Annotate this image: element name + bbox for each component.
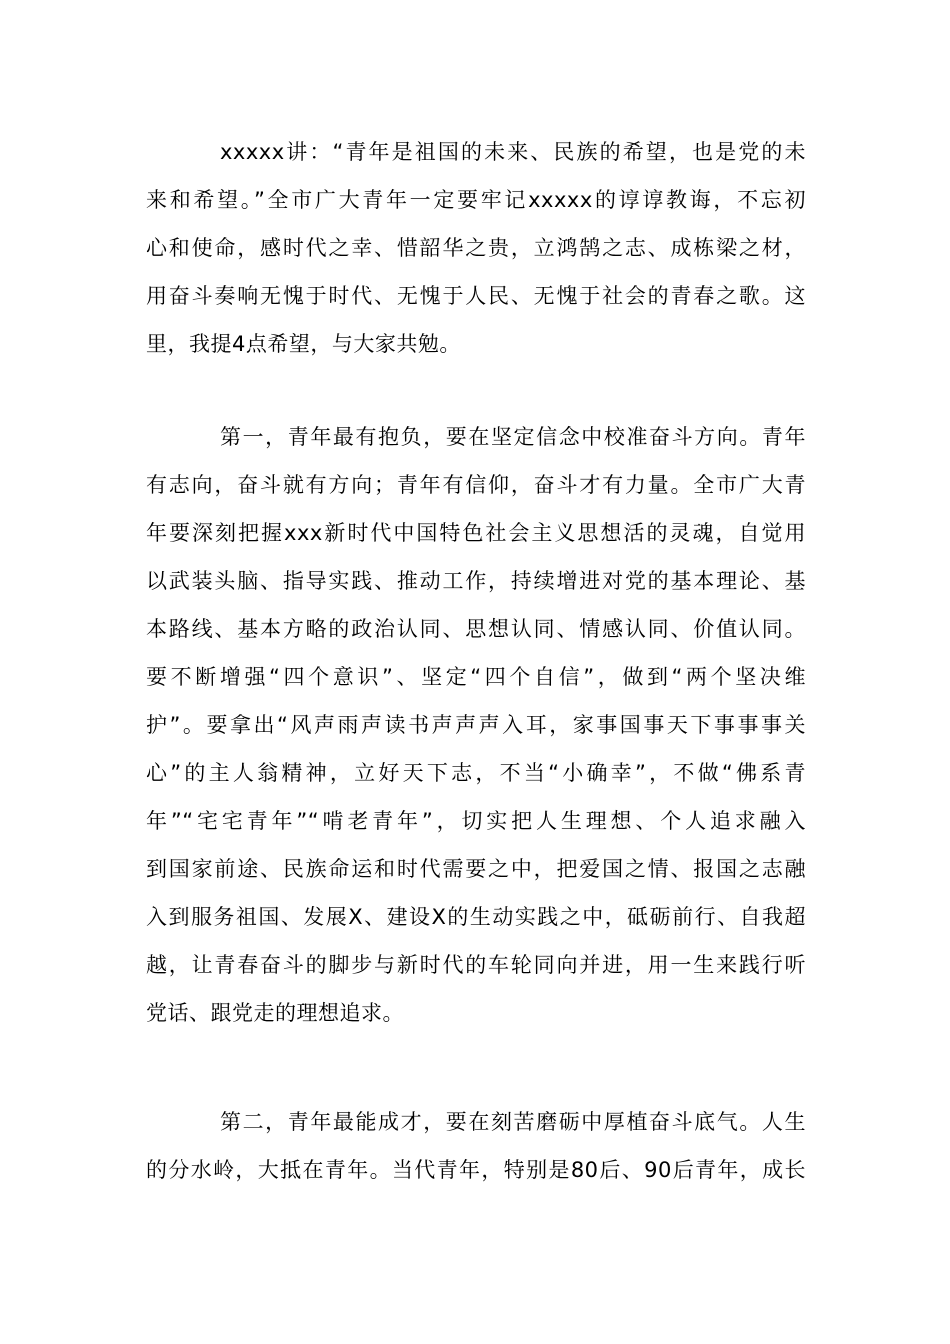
text-line: 来和希望。”全市广大青年一定要牢记xxxxx的谆谆教诲，不忘初 bbox=[146, 188, 806, 212]
text-line: 年”“宅宅青年”“啃老青年”，切实把人生理想、个人追求融入 bbox=[146, 809, 806, 833]
text-line: 越，让青春奋斗的脚步与新时代的车轮同向并进，用一生来践行听 bbox=[146, 953, 806, 977]
text-line: 本路线、基本方略的政治认同、思想认同、情感认同、价值认同。 bbox=[146, 617, 806, 641]
text-line: 到国家前途、民族命运和时代需要之中，把爱国之情、报国之志融 bbox=[146, 857, 806, 881]
text-line: 党话、跟党走的理想追求。 bbox=[146, 1001, 404, 1025]
text-line: 第一，青年最有抱负，要在坚定信念中校准奋斗方向。青年 bbox=[220, 425, 806, 449]
text-line: 心”的主人翁精神，立好天下志，不当“小确幸”，不做“佛系青 bbox=[146, 761, 806, 785]
text-line: 以武装头脑、指导实践、推动工作，持续增进对党的基本理论、基 bbox=[146, 569, 806, 593]
text-line: 要不断增强“四个意识”、坚定“四个自信”，做到“两个坚决维 bbox=[146, 665, 806, 689]
text-line: 的分水岭，大抵在青年。当代青年，特别是80后、90后青年，成长 bbox=[146, 1158, 806, 1182]
text-line: 护”。要拿出“风声雨声读书声声声入耳，家事国事天下事事事关 bbox=[146, 713, 806, 737]
text-line: 年要深刻把握xxx新时代中国特色社会主义思想活的灵魂，自觉用 bbox=[146, 521, 806, 545]
text-line: 里，我提4点希望，与大家共勉。 bbox=[146, 332, 461, 356]
text-line: 有志向，奋斗就有方向；青年有信仰，奋斗才有力量。全市广大青 bbox=[146, 473, 806, 497]
text-line: 心和使命，感时代之幸、惜韶华之贵，立鸿鹄之志、成栋梁之材， bbox=[146, 236, 806, 260]
text-line: 入到服务祖国、发展X、建设X的生动实践之中，砥砺前行、自我超 bbox=[146, 905, 806, 929]
text-line: xxxxx讲：“青年是祖国的未来、民族的希望，也是党的未 bbox=[220, 140, 806, 164]
text-line: 第二，青年最能成才，要在刻苦磨砺中厚植奋斗底气。人生 bbox=[220, 1110, 806, 1134]
text-line: 用奋斗奏响无愧于时代、无愧于人民、无愧于社会的青春之歌。这 bbox=[146, 284, 806, 308]
